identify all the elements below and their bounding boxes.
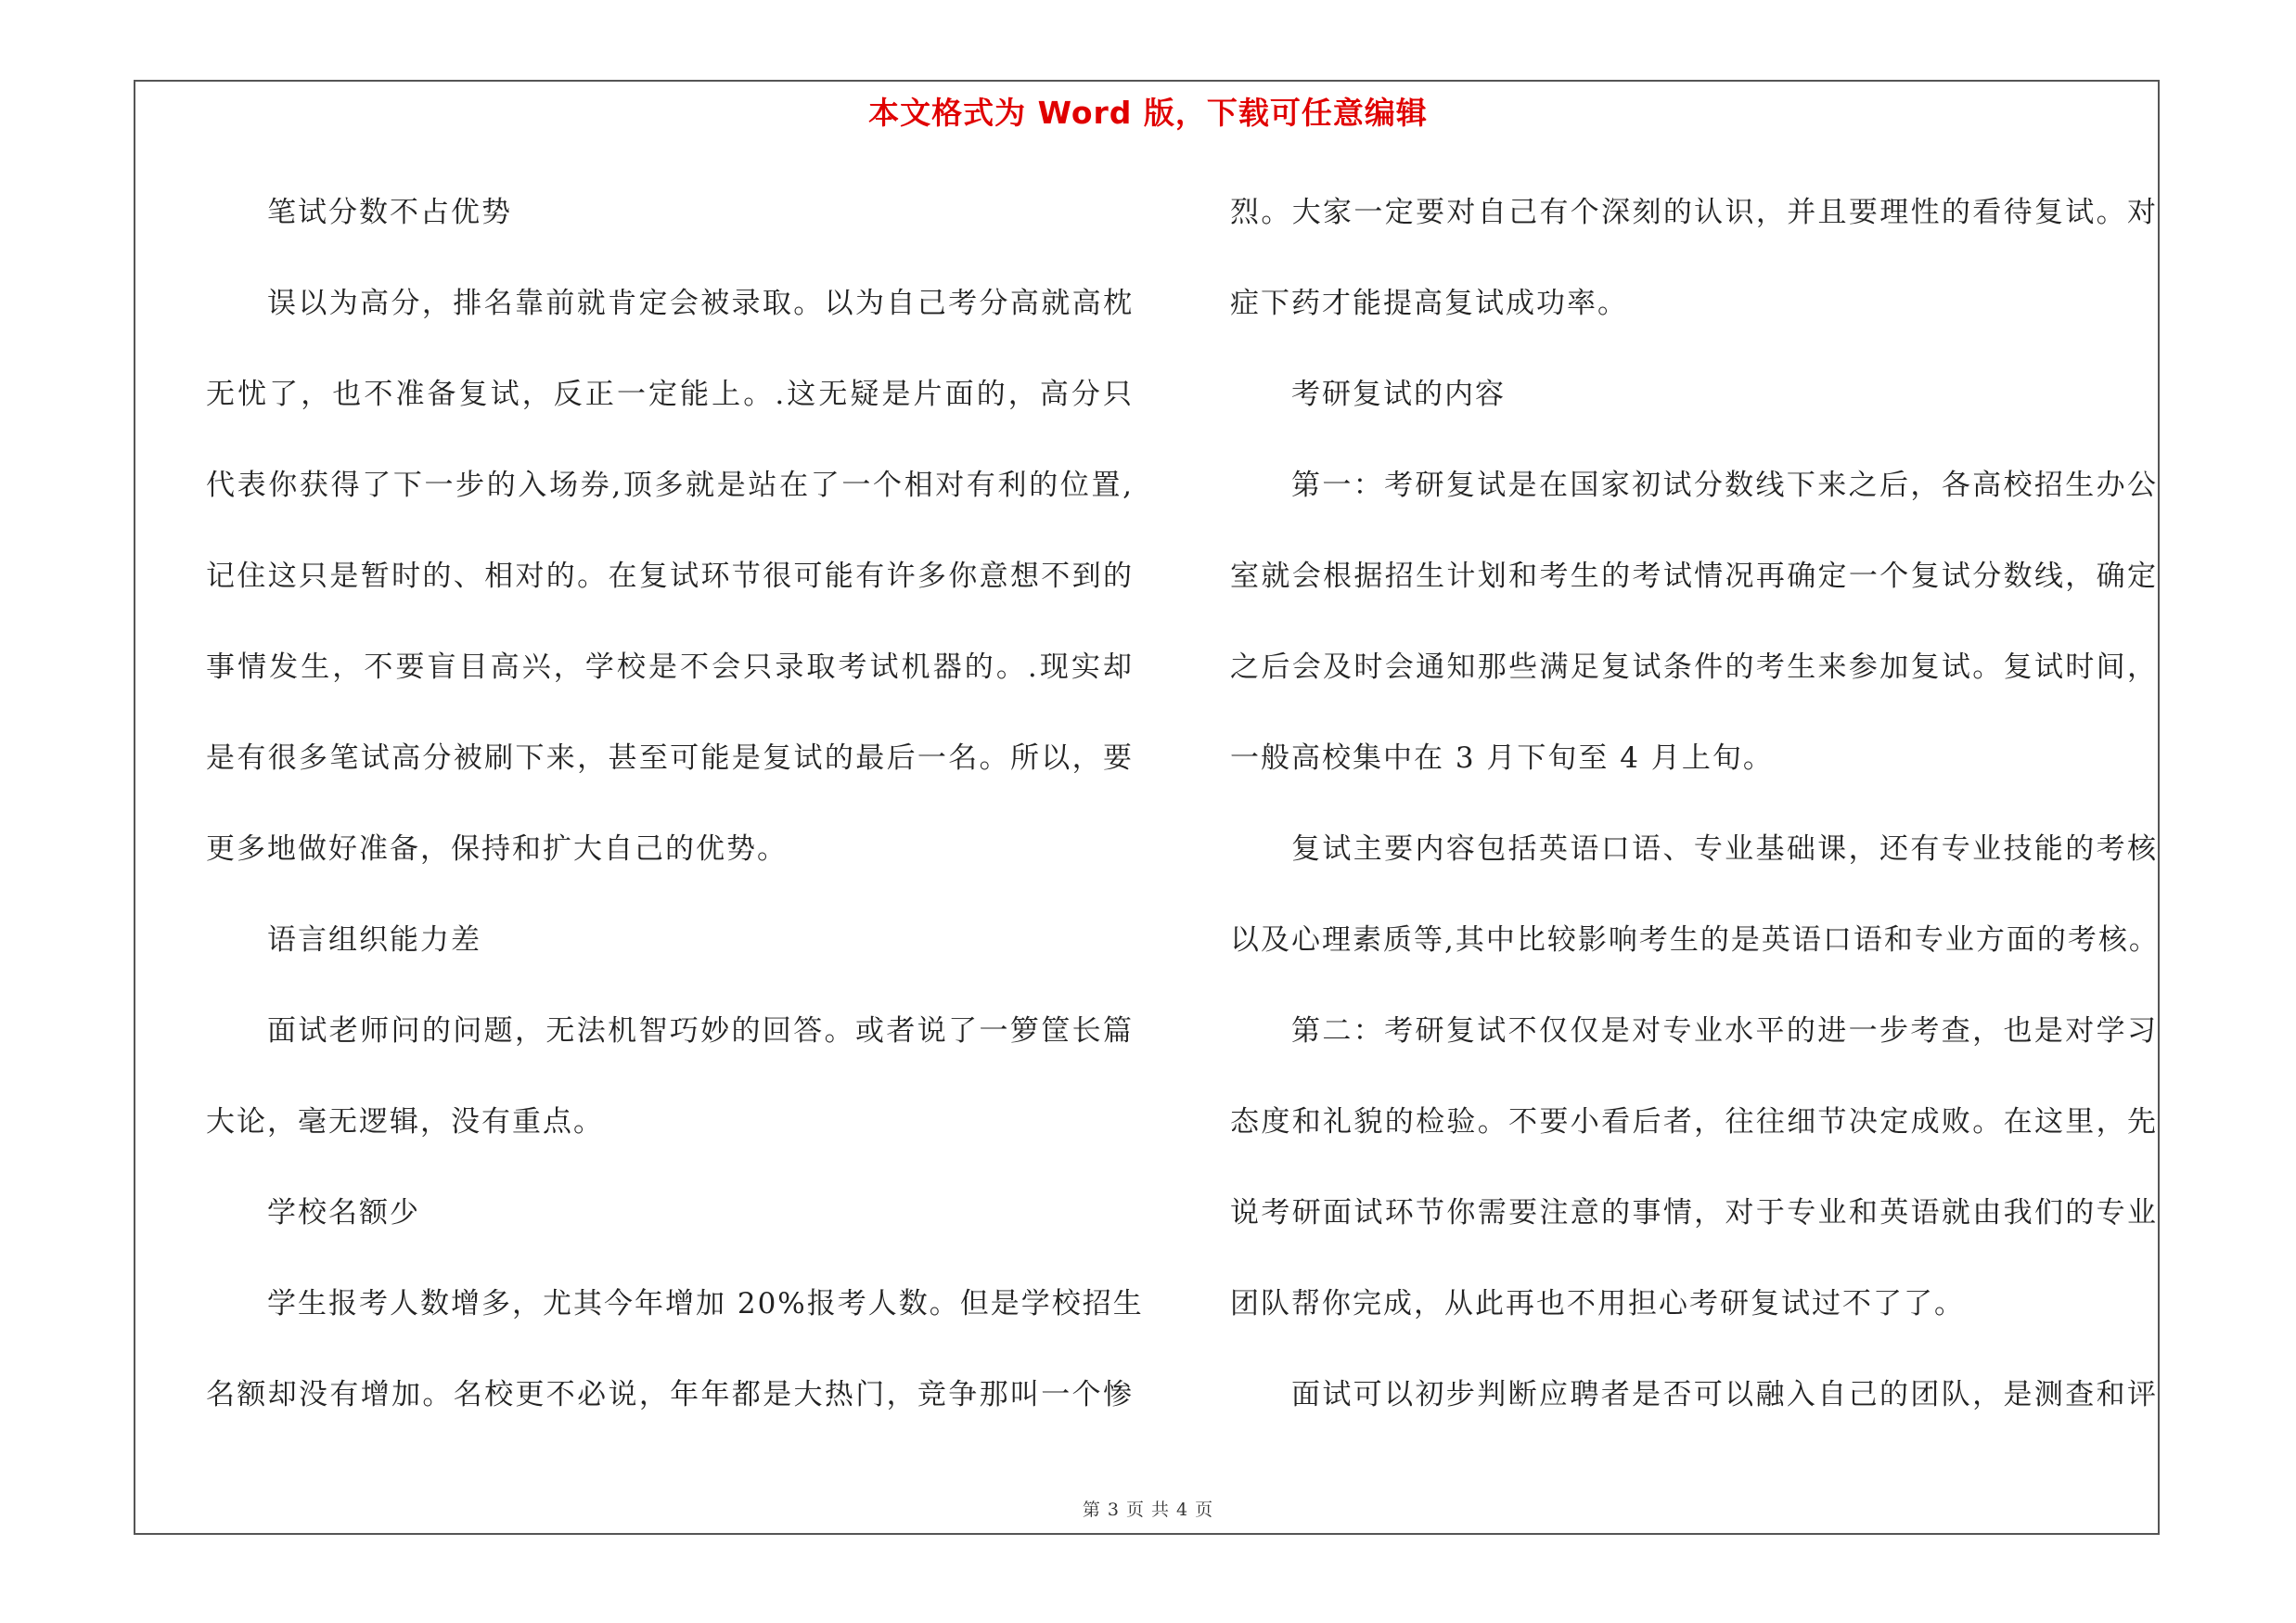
paragraph-line: 之后会及时会通知那些满足复试条件的考生来参加复试。复试时间， [1230, 650, 2158, 684]
section-heading: 学校名额少 [267, 1196, 420, 1230]
paragraph-line: 以及心理素质等,其中比较影响考生的是英语口语和专业方面的考核。 [1230, 923, 2160, 957]
paragraph-line: 是有很多笔试高分被刷下来，甚至可能是复试的最后一名。所以，要 [206, 741, 1134, 775]
paragraph-line: 复试主要内容包括英语口语、专业基础课，还有专业技能的考核 [1291, 832, 2158, 866]
paragraph-line: 室就会根据招生计划和考生的考试情况再确定一个复试分数线，确定 [1230, 560, 2158, 593]
paragraph-line: 态度和礼貌的检验。不要小看后者，往往细节决定成败。在这里，先 [1230, 1105, 2158, 1139]
section-heading: 笔试分数不占优势 [267, 196, 512, 229]
paragraph-line: 一般高校集中在 3 月下旬至 4 月上旬。 [1230, 741, 1774, 775]
paragraph-line: 面试老师问的问题，无法机智巧妙的回答。或者说了一箩筐长篇 [267, 1014, 1134, 1048]
paragraph-line: 记住这只是暂时的、相对的。在复试环节很可能有许多你意想不到的 [206, 560, 1134, 593]
paragraph-line: 烈。大家一定要对自己有个深刻的认识，并且要理性的看待复试。对 [1230, 196, 2158, 229]
paragraph-line: 误以为高分，排名靠前就肯定会被录取。以为自己考分高就高枕 [267, 287, 1134, 320]
format-notice-banner: 本文格式为 Word 版，下载可任意编辑 [868, 95, 1428, 131]
paragraph-line: 无忧了，也不准备复试，反正一定能上。.这无疑是片面的，高分只 [206, 378, 1134, 411]
paragraph-line: 症下药才能提高复试成功率。 [1230, 287, 1628, 320]
page-number: 第 3 页 共 4 页 [1082, 1500, 1214, 1520]
left-column [206, 167, 1144, 1440]
paragraph-line: 事情发生，不要盲目高兴，学校是不会只录取考试机器的。.现实却 [206, 650, 1134, 684]
paragraph-line: 学生报考人数增多，尤其今年增加 20%报考人数。但是学校招生 [267, 1287, 1144, 1320]
paragraph-line: 大论，毫无逻辑，没有重点。 [206, 1105, 604, 1139]
paragraph-line: 面试可以初步判断应聘者是否可以融入自己的团队，是测查和评 [1291, 1378, 2158, 1411]
paragraph-line: 名额却没有增加。名校更不必说，年年都是大热门，竞争那叫一个惨 [206, 1378, 1134, 1411]
paragraph-line: 代表你获得了下一步的入场券,顶多就是站在了一个相对有利的位置, [206, 469, 1134, 502]
paragraph-line: 第一：考研复试是在国家初试分数线下来之后，各高校招生办公 [1291, 469, 2158, 502]
section-heading: 语言组织能力差 [267, 923, 481, 957]
paragraph-line: 团队帮你完成，从此再也不用担心考研复试过不了了。 [1230, 1287, 1965, 1320]
right-column [1230, 167, 2158, 1440]
section-heading: 考研复试的内容 [1291, 378, 1506, 411]
paragraph-line: 说考研面试环节你需要注意的事情，对于专业和英语就由我们的专业 [1230, 1196, 2158, 1230]
paragraph-line: 第二：考研复试不仅仅是对专业水平的进一步考查，也是对学习 [1291, 1014, 2158, 1048]
paragraph-line: 更多地做好准备，保持和扩大自己的优势。 [206, 832, 788, 866]
